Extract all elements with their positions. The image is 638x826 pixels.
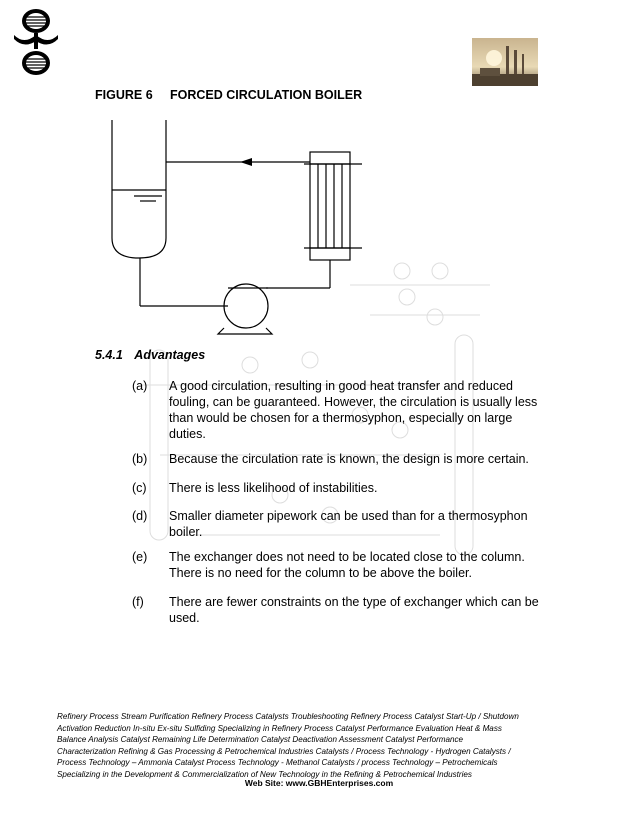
figure-title: FORCED CIRCULATION BOILER — [170, 88, 363, 102]
item-letter: (e) — [132, 550, 148, 564]
item-text: The exchanger does not need to be located close to the column. There is no need for the column to be above the boiler. — [169, 550, 525, 580]
item-letter: (b) — [132, 452, 148, 466]
footer-line: Activation Reduction In-situ Ex-situ Sulfiding Specializing in Refinery Process Catalyst Performance Evaluation Heat & Mass — [57, 723, 502, 733]
item-text: Because the circulation rate is known, the design is more certain. — [169, 452, 529, 466]
item-text: A good circulation, resulting in good heat transfer and reduced fouling, can be guaranteed. However, the circulation is usually less than would be chosen for a thermosyphon, especially on large duties. — [169, 379, 538, 441]
footer-line: Balance Analysis Catalyst Remaining Life Determination Catalyst Deactivation Assessment Catalyst Performance — [57, 735, 464, 744]
item-text: There is less likelihood of instabilities. — [169, 481, 378, 495]
item-text: Smaller diameter pipework can be used than for a thermosyphon boiler. — [169, 509, 528, 539]
figure-number: FIGURE 6 — [95, 88, 153, 102]
section-title: Advantages — [134, 348, 206, 362]
section-number: 5.4.1 — [95, 348, 123, 362]
section-heading — [95, 348, 205, 362]
heat-exchanger — [310, 152, 350, 260]
refinery-photo — [472, 38, 538, 86]
footer-line: Refinery Process Stream Purification Refinery Process Catalysts Troubleshooting Refinery Process Catalyst Start-Up / Shutdown — [57, 712, 519, 721]
website-link[interactable]: Web Site: www.GBHEnterprises.com — [244, 778, 394, 788]
flow-arrow-icon — [240, 158, 252, 166]
forced-circulation-boiler-diagram — [100, 120, 380, 345]
item-letter: (a) — [132, 379, 148, 393]
item-text: There are fewer constraints on the type of exchanger which can be used. — [169, 595, 539, 625]
figure-caption — [95, 88, 363, 102]
item-letter: (d) — [132, 509, 148, 523]
circulation-pump — [224, 284, 268, 328]
company-logo — [12, 5, 60, 77]
footer-line: Characterization Refining & Gas Processing & Petrochemical Industries Catalysts / Process Technology - Hydrogen Catalysts / — [57, 746, 511, 756]
item-letter: (c) — [132, 481, 147, 495]
footer-line: Specializing in the Development & Commercialization of New Technology in the Refining & Petrochemical Industries — [57, 769, 472, 779]
item-letter: (f) — [132, 595, 144, 609]
footer-description — [57, 711, 557, 780]
column-vessel — [112, 120, 166, 258]
footer-line: Process Technology – Ammonia Catalyst Process Technology - Methanol Catalysts / process Technology – Petrochemicals — [57, 758, 498, 767]
